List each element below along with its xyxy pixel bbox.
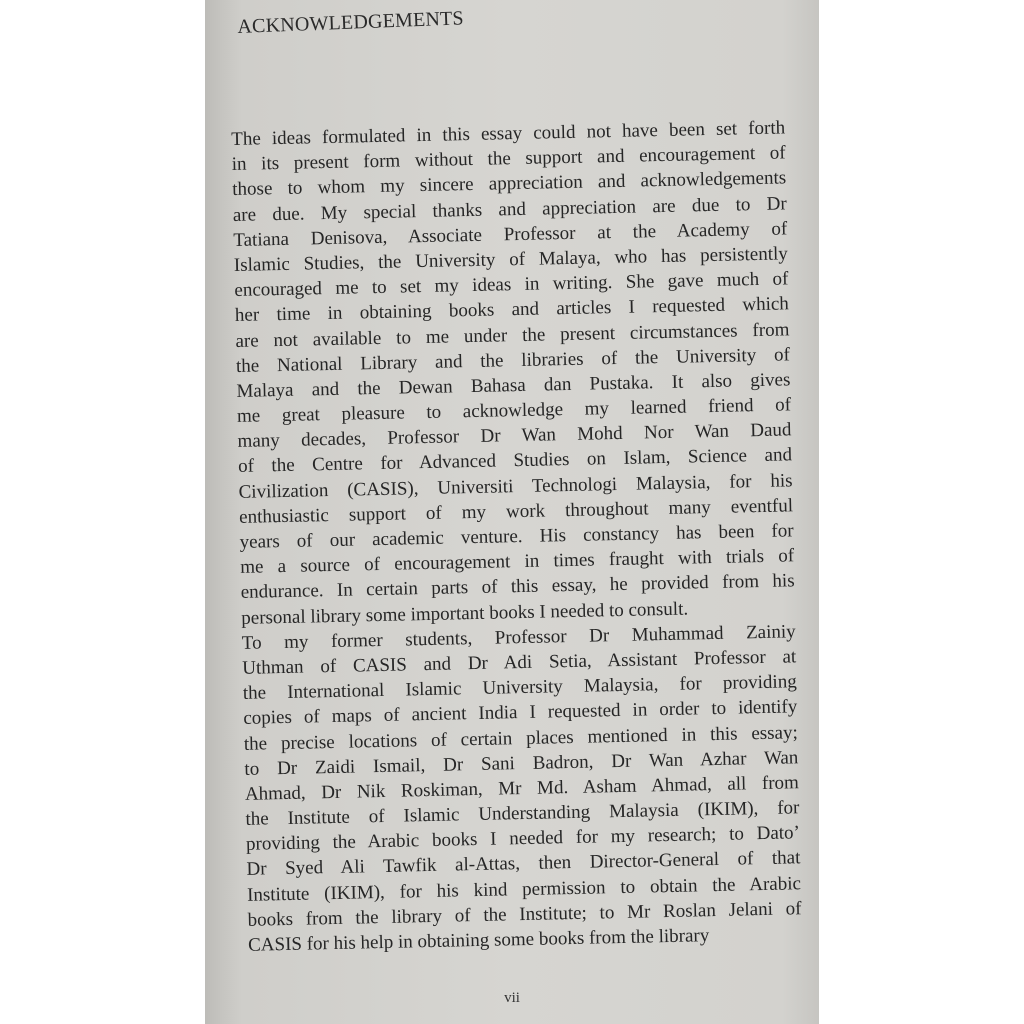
text-line: Ahmad, Dr Nik Roskiman, Mr Md. Asham Ahmad, all from (244, 772, 800, 805)
text-line: in its present form without the support and encouragement of (231, 142, 786, 176)
text-line: enthusiastic support of my work throughout many eventful (238, 495, 794, 528)
page-heading: ACKNOWLEDGEMENTS (237, 7, 465, 38)
page-number: vii (504, 990, 520, 1006)
text-line: the International Islamic University Malaysia, for providing (242, 671, 797, 704)
text-line: of the Centre for Advanced Studies on Islam, Science and (237, 444, 793, 478)
text-line: Institute (IKIM), for his kind permission to obtain the Arabic (246, 872, 802, 906)
text-line: endurance. In certain parts of this essay, he provided from his (240, 570, 795, 604)
text-line: Civilization (CASIS), Universiti Technologi Malaysia, for his (238, 469, 793, 503)
text-line: the National Library and the libraries of the University of (235, 344, 791, 377)
text-line: the Institute of Islamic Understanding Malaysia (IKIM), for (245, 797, 800, 830)
text-line: Tatiana Denisova, Associate Professor at the Academy of (233, 218, 788, 251)
text-line: providing the Arabic books I needed for my research; to Dato’ (245, 822, 801, 856)
text-line: me great pleasure to acknowledge my learned friend of (236, 394, 792, 427)
text-line: personal library some important books I needed to consult. (241, 598, 689, 629)
text-line: years of our academic venture. His constancy has been for (239, 520, 794, 553)
text-line: To my former students, Professor Dr Muhammad Zainiy (241, 621, 796, 654)
text-line: the precise locations of certain places mentioned in this essay; (243, 721, 798, 755)
text-line: Dr Syed Ali Tawfik al-Attas, then Director-General of that (246, 847, 801, 881)
text-line: encouraged me to set my ideas in writing. She gave much of (234, 268, 789, 302)
text-line: Malaya and the Dewan Bahasa dan Pustaka. It also gives (236, 369, 791, 402)
text-line: her time in obtaining books and articles I requested which (234, 293, 790, 327)
text-line: Uthman of CASIS and Dr Adi Setia, Assistant Professor at (242, 646, 797, 679)
book-page (205, 0, 819, 1024)
text-line: many decades, Professor Dr Wan Mohd Nor Wan Daud (237, 419, 792, 453)
text-line: The ideas formulated in this essay could not have been set forth (231, 117, 786, 150)
text-line: books from the library of the Institute; to Mr Roslan Jelani of (247, 898, 802, 931)
body-text (231, 116, 802, 959)
text-line: are due. My special thanks and appreciation are due to Dr (232, 192, 787, 226)
text-line: Islamic Studies, the University of Malaya, who has persistently (233, 243, 788, 276)
text-line: to Dr Zaidi Ismail, Dr Sani Badron, Dr Wan Azhar Wan (244, 746, 799, 780)
text-line: those to whom my sincere appreciation and acknowledgements (232, 167, 787, 201)
text-line: me a source of encouragement in times fraught with trials of (239, 545, 795, 579)
text-line: are not available to me under the present circumstances from (235, 318, 790, 352)
text-line: CASIS for his help in obtaining some books from the library (247, 925, 710, 956)
text-line: copies of maps of ancient India I requested in order to identify (243, 696, 798, 730)
